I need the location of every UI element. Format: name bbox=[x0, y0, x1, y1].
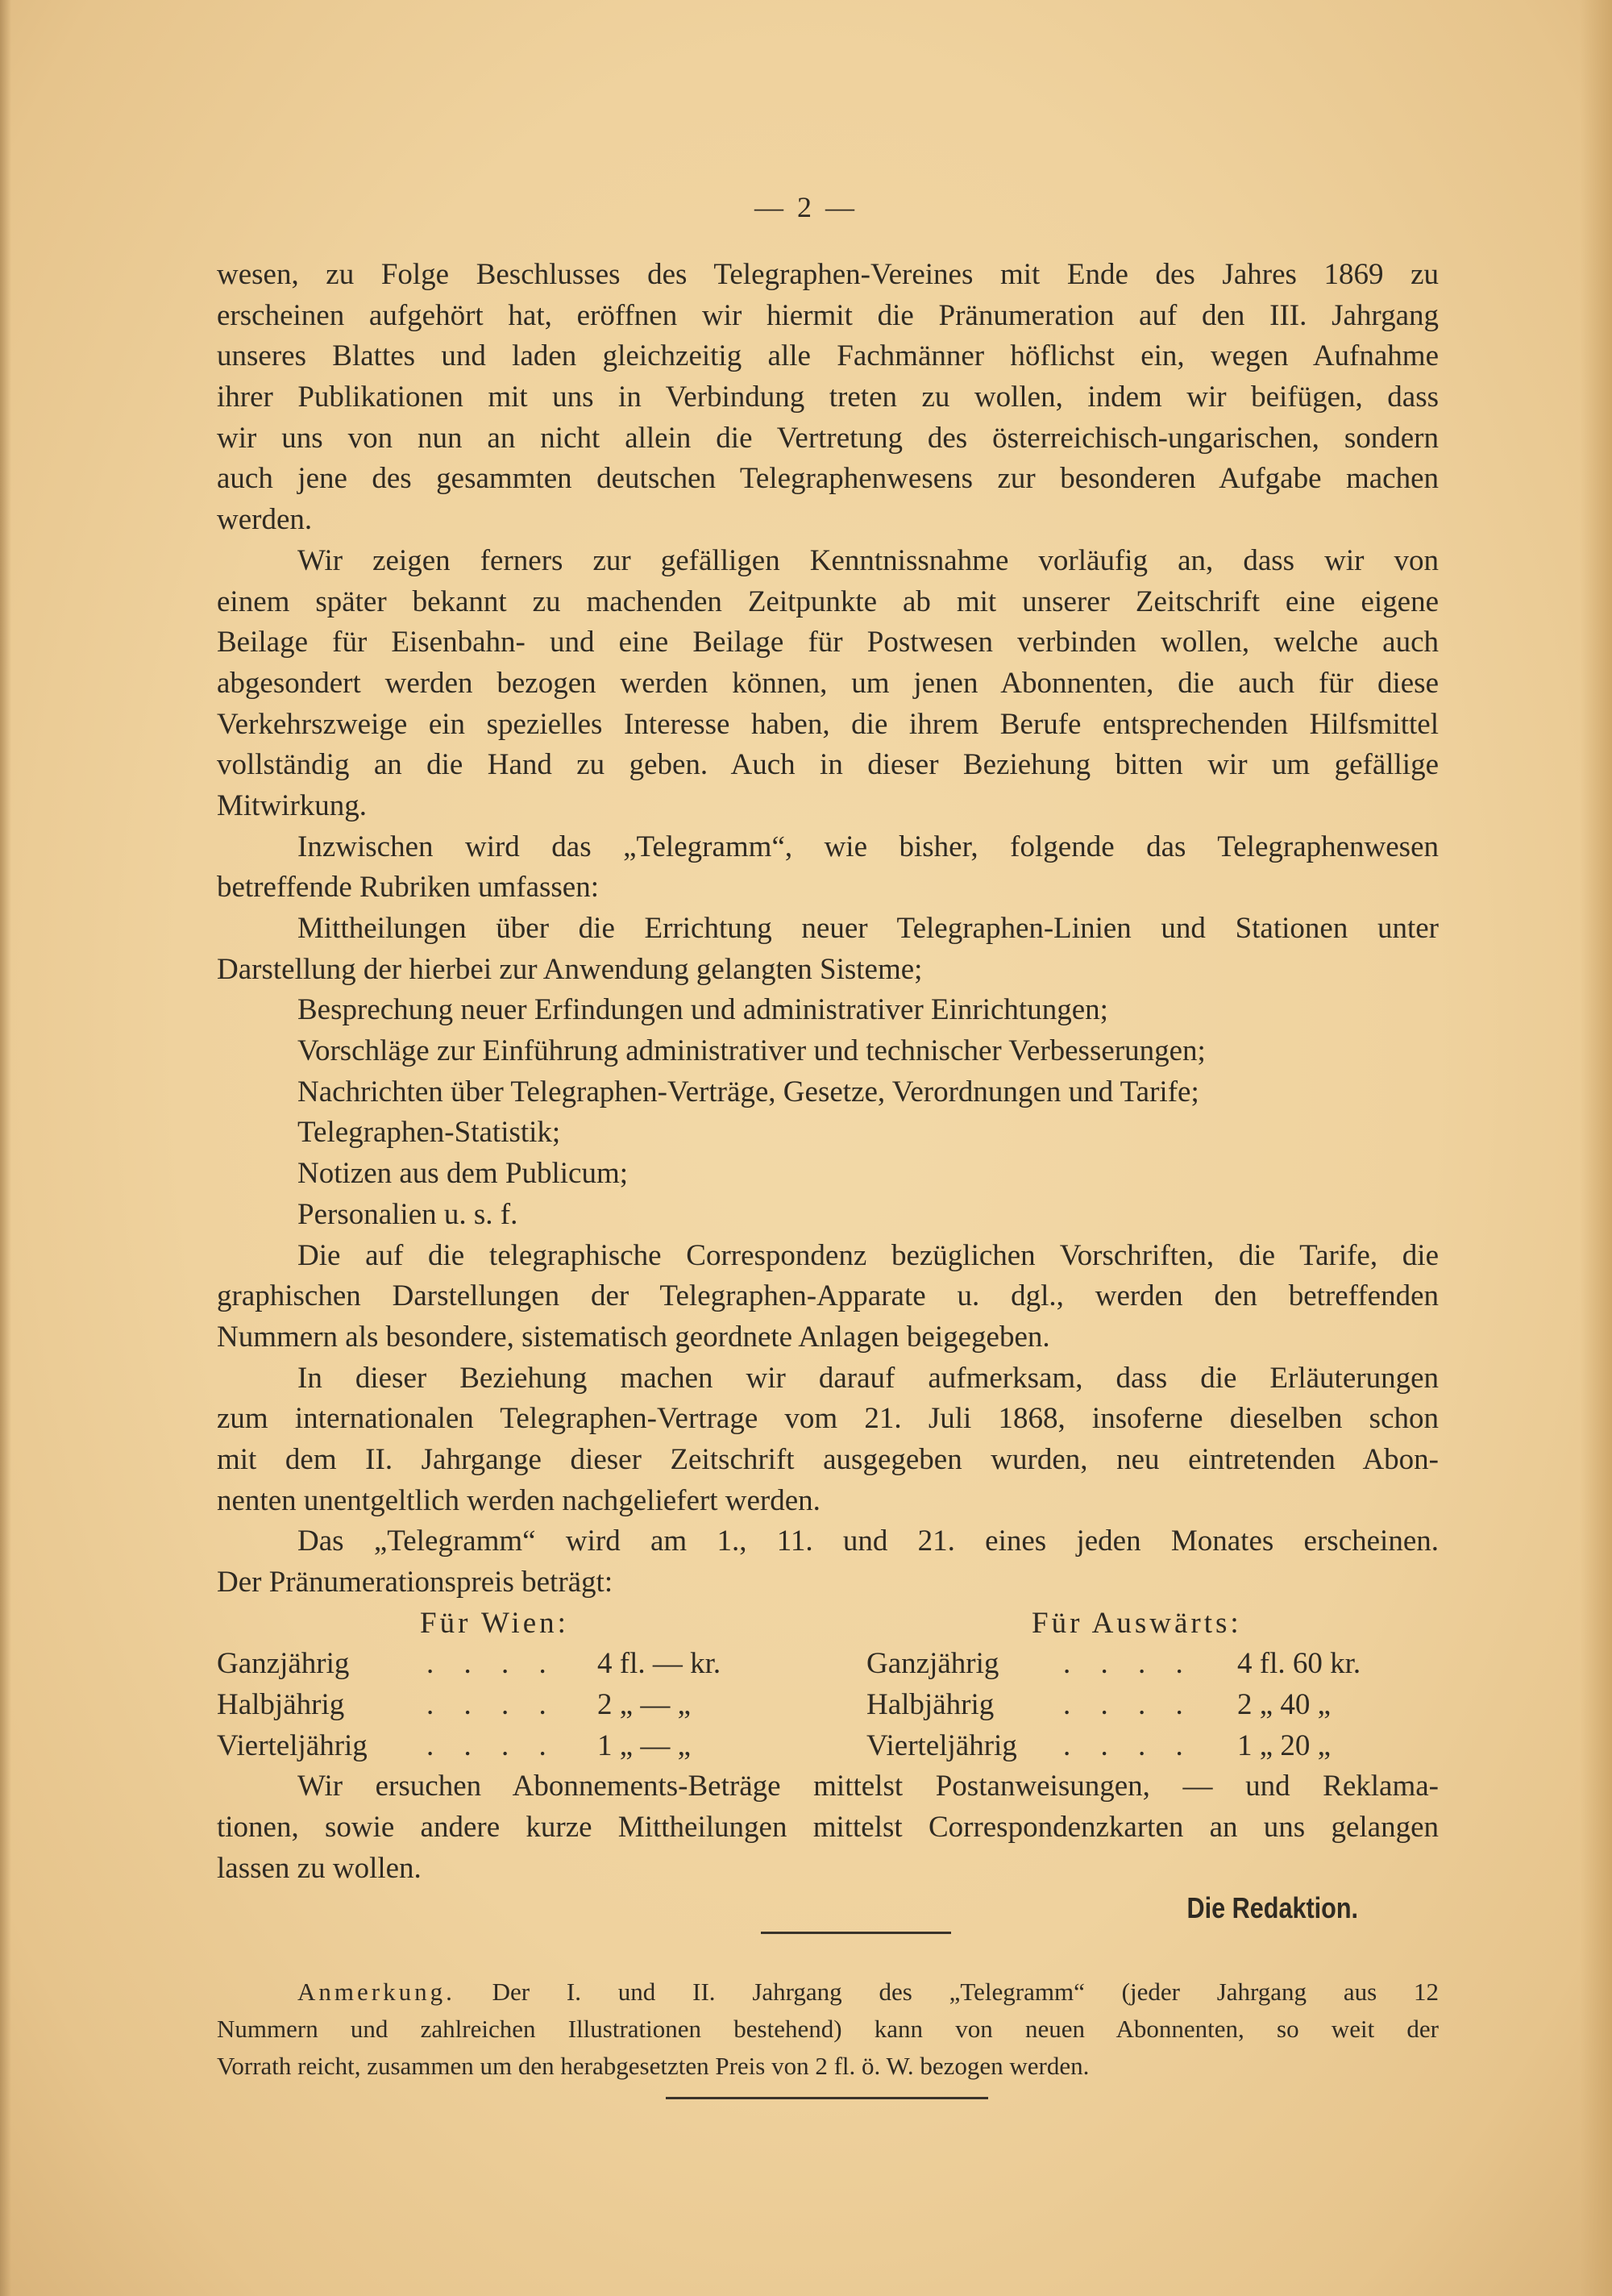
divider bbox=[761, 1932, 951, 1934]
price-auswaerts: 2 „ 40 „ bbox=[1237, 1688, 1332, 1722]
text-line: unseres Blattes und laden gleichzeitig alle Fachmänner höflichst ein, wegen Aufnahme bbox=[217, 339, 1439, 373]
text-line: ihrer Publikationen mit uns in Verbindung treten zu wollen, indem wir beifügen, dass bbox=[217, 381, 1439, 414]
footnote-line: Nummern und zahlreichen Illustrationen bestehend) kann von neuen Abonnenten, so weit der bbox=[217, 2015, 1439, 2043]
text-line: nenten unentgeltlich werden nachgeliefert werden. bbox=[217, 1483, 821, 1517]
text-line: Die auf die telegraphische Correspondenz bezüglichen Vorschriften, die Tarife, die bbox=[297, 1238, 1439, 1272]
text-line: zum internationalen Telegraphen-Vertrage vom 21. Juli 1868, insoferne dieselben schon bbox=[217, 1402, 1439, 1436]
divider bbox=[666, 2097, 988, 2099]
page-number: — 2 — bbox=[754, 191, 858, 223]
text-line: auch jene des gesammten deutschen Telegraphenwesens zur besonderen Aufgabe machen bbox=[217, 462, 1439, 496]
text-line: Wir zeigen ferners zur gefälligen Kenntnissnahme vorläufig an, dass wir von bbox=[297, 543, 1439, 577]
text-line: Verkehrszweige ein spezielles Interesse haben, die ihrem Berufe entsprechenden Hilfsmittel bbox=[217, 707, 1439, 741]
text-line: mit dem II. Jahrgange dieser Zeitschrift ausgegeben wurden, neu eintretenden Abon- bbox=[217, 1442, 1439, 1476]
leader-dots: . . . . bbox=[426, 1728, 558, 1762]
price-row bbox=[217, 1726, 1439, 1767]
text-line: Personalien u. s. f. bbox=[297, 1197, 518, 1231]
leader-dots: . . . . bbox=[426, 1647, 558, 1681]
footnote-label: Anmerkung. bbox=[297, 1978, 455, 2006]
text-line: Wir ersuchen Abonnements-Beträge mittelst Postanweisungen, — und Reklama- bbox=[297, 1770, 1439, 1803]
text-line: Das „Telegramm“ wird am 1., 11. und 21. eines jeden Monates erscheinen. bbox=[297, 1524, 1439, 1558]
text-line: wesen, zu Folge Beschlusses des Telegraphen-Vereines mit Ende des Jahres 1869 zu bbox=[217, 258, 1439, 291]
text-line: wir uns von nun an nicht allein die Vertretung des österreichisch-ungarischen, sondern bbox=[217, 421, 1439, 455]
text-line: erscheinen aufgehört hat, eröffnen wir hiermit die Pränumeration auf den III. Jahrgang bbox=[217, 298, 1439, 332]
signature: Die Redaktion. bbox=[1186, 1891, 1358, 1924]
price-wien: 1 „ — „ bbox=[597, 1728, 692, 1762]
text-line: Inzwischen wird das „Telegramm“, wie bisher, folgende das Telegraphenwesen bbox=[297, 830, 1439, 863]
leader-dots: . . . . bbox=[1063, 1647, 1194, 1681]
footnote bbox=[217, 1974, 1439, 2085]
text-line: Der Pränumerationspreis beträgt: bbox=[217, 1566, 613, 1599]
text-line: Notizen aus dem Publicum; bbox=[297, 1157, 629, 1191]
footnote-line: Vorrath reicht, zusammen um den herabgesetzten Preis von 2 fl. ö. W. bezogen werden. bbox=[217, 2052, 1090, 2080]
text-line: tionen, sowie andere kurze Mittheilungen mittelst Correspondenzkarten an uns gelangen bbox=[217, 1811, 1439, 1845]
page-edge-shadow bbox=[1580, 0, 1612, 2296]
text-line: Beilage für Eisenbahn- und eine Beilage für Postwesen verbinden wollen, welche auch bbox=[217, 626, 1439, 659]
period-label: Vierteljährig bbox=[866, 1728, 1017, 1762]
price-auswaerts: 1 „ 20 „ bbox=[1237, 1728, 1332, 1762]
text-line: einem später bekannt zu machenden Zeitpunkte ab mit unserer Zeitschrift eine eigene bbox=[217, 584, 1439, 618]
period-label: Vierteljährig bbox=[217, 1728, 368, 1762]
text-line: betreffende Rubriken umfassen: bbox=[217, 871, 599, 905]
text-line: Mittheilungen über die Errichtung neuer Telegraphen-Linien und Stationen unter bbox=[297, 912, 1439, 945]
text-line: In dieser Beziehung machen wir darauf aufmerksam, dass die Erläuterungen bbox=[297, 1361, 1439, 1395]
text-line: Nummern als besondere, sistematisch geordnete Anlagen beigegeben. bbox=[217, 1320, 1050, 1354]
price-row bbox=[217, 1685, 1439, 1726]
text-line: werden. bbox=[217, 503, 313, 537]
footnote-line bbox=[217, 1974, 1439, 2011]
price-wien: 2 „ — „ bbox=[597, 1688, 692, 1722]
page-edge-shadow bbox=[0, 0, 11, 2296]
period-label: Ganzjährig bbox=[866, 1647, 999, 1681]
text-line: Telegraphen-Statistik; bbox=[297, 1116, 561, 1150]
text-line: Nachrichten über Telegraphen-Verträge, Gesetze, Verordnungen und Tarife; bbox=[297, 1075, 1199, 1108]
leader-dots: . . . . bbox=[1063, 1688, 1194, 1722]
leader-dots: . . . . bbox=[1063, 1728, 1194, 1762]
period-label: Ganzjährig bbox=[217, 1647, 350, 1681]
text-line: Besprechung neuer Erfindungen und administrativer Einrichtungen; bbox=[297, 993, 1108, 1027]
price-row bbox=[217, 1644, 1439, 1685]
body-text bbox=[217, 255, 1439, 1890]
price-table-header bbox=[217, 1603, 1439, 1645]
period-label: Halbjährig bbox=[866, 1688, 995, 1722]
footnote-text: Der I. und II. Jahrgang des „Telegramm“ (jeder Jahrgang aus 12 bbox=[492, 1978, 1439, 2006]
text-line: Vorschläge zur Einführung administrativer und technischer Verbesserungen; bbox=[297, 1034, 1206, 1068]
text-line: graphischen Darstellungen der Telegraphen-Apparate u. dgl., werden den betreffenden bbox=[217, 1279, 1439, 1313]
price-wien: 4 fl. — kr. bbox=[597, 1647, 721, 1681]
text-line: vollständig an die Hand zu geben. Auch in dieser Beziehung bitten wir um gefällige bbox=[217, 748, 1439, 782]
text-line: lassen zu wollen. bbox=[217, 1851, 422, 1885]
text-line: Mitwirkung. bbox=[217, 788, 368, 822]
wien-heading: Für Wien: bbox=[420, 1606, 569, 1640]
price-auswaerts: 4 fl. 60 kr. bbox=[1237, 1647, 1361, 1681]
leader-dots: . . . . bbox=[426, 1688, 558, 1722]
text-line: Darstellung der hierbei zur Anwendung gelangten Sisteme; bbox=[217, 952, 923, 986]
period-label: Halbjährig bbox=[217, 1688, 345, 1722]
auswaerts-heading: Für Auswärts: bbox=[1032, 1606, 1242, 1640]
text-line: abgesondert werden bezogen werden können, um jenen Abonnenten, die auch für diese bbox=[217, 666, 1439, 700]
